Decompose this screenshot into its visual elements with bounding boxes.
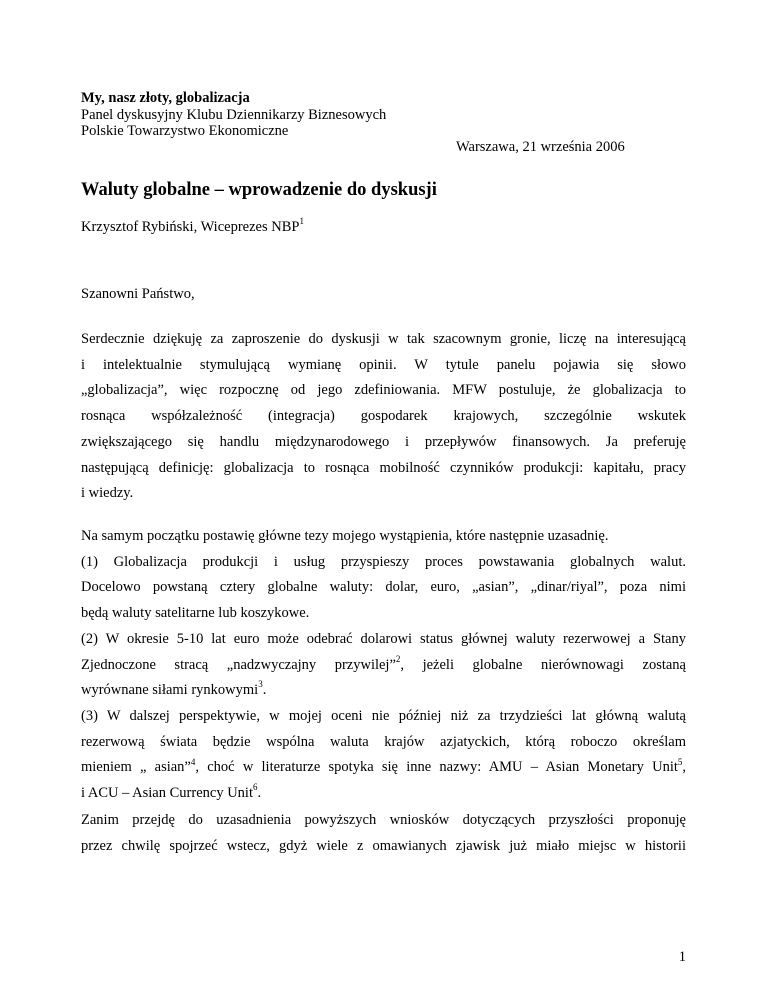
author-name: Krzysztof Rybiński, Wiceprezes NBP <box>81 219 300 235</box>
document-date: Warszawa, 21 września 2006 <box>456 139 625 155</box>
event-subtitle: Panel dyskusyjny Klubu Dziennikarzy Biznesowych <box>81 106 387 123</box>
text-fragment: . <box>257 785 262 802</box>
text-line: zwiększającego się handlu międzynarodowego i przepływów finansowych. Ja preferuję <box>81 433 686 450</box>
text-line: i wiedzy. <box>81 485 134 502</box>
text-line: Serdecznie dziękuję za zaproszenie do dyskusji w tak szacownym gronie, liczę na interesującą <box>81 331 686 347</box>
paragraph-1 <box>81 327 686 507</box>
footnote-ref-6: 6 <box>252 782 258 793</box>
page-number: 1 <box>678 949 686 965</box>
text-line: „globalizacja”, więc rozpocznę od jego zdefiniowania. MFW postuluje, że globalizacja to <box>81 382 686 399</box>
footnote-ref-4: 4 <box>190 756 196 767</box>
text-line: następującą definicję: globalizacja to rosnąca mobilność czynników produkcji: kapitału, pracy <box>81 459 686 476</box>
text-fragment: , <box>682 759 687 776</box>
text-line: (2) W okresie 5-10 lat euro może odebrać dolarowi status głównej waluty rezerwowej a Stany <box>81 630 686 647</box>
text-line: Docelowo powstaną cztery globalne waluty: dolar, euro, „asian”, „dinar/riyal”, poza nimi <box>81 579 686 596</box>
text-line: (1) Globalizacja produkcji i usług przyspieszy proces powstawania globalnych walut. <box>81 553 686 570</box>
document-header <box>81 90 386 140</box>
text-fragment: wyrównane siłami rynkowymi <box>81 682 259 699</box>
text-fragment: mieniem „ asian” <box>81 759 191 776</box>
page-title: Waluty globalne – wprowadzenie do dyskusji <box>81 180 437 200</box>
organizer-name: Polskie Towarzystwo Ekonomiczne <box>81 123 289 139</box>
text-line: (3) W dalszej perspektywie, w mojej oceni nie później niż za trzydzieści lat główną walutą <box>81 707 686 724</box>
text-line <box>81 678 686 704</box>
paragraph-2 <box>81 524 686 807</box>
text-line <box>81 781 686 807</box>
text-line: rezerwową świata będzie wspólna waluta krajów azjatyckich, którą roboczo określam <box>81 733 686 750</box>
text-fragment: . <box>262 682 267 699</box>
text-line <box>81 755 686 781</box>
footnote-ref-3: 3 <box>258 679 263 690</box>
text-line: Zanim przejdę do uzasadnienia powyższych wniosków dotyczących przyszłości proponuję <box>81 812 686 828</box>
footnote-ref-5: 5 <box>677 756 683 767</box>
footnote-ref-2: 2 <box>395 653 401 664</box>
text-line: będą waluty satelitarne lub koszykowe. <box>81 605 310 622</box>
footnote-ref-1: 1 <box>299 216 304 227</box>
text-fragment: Zjednoczone stracą „nadzwyczajny przywilej” <box>81 656 396 673</box>
text-fragment: , choć w literaturze spotyka się inne nazwy: AMU – Asian Monetary Unit <box>195 759 678 776</box>
text-line: przez chwilę spojrzeć wstecz, gdyż wiele z omawianych zjawisk już miało miejsc w historii <box>81 837 686 854</box>
paragraph-3 <box>81 808 686 859</box>
text-line: rosnąca współzależność (integracja) gospodarek krajowych, szczególnie wskutek <box>81 408 686 425</box>
text-line: i intelektualnie stymulującą wymianę opinii. W tytule panelu pojawia się słowo <box>81 356 686 373</box>
text-fragment: , jeżeli globalne nierównowagi zostaną <box>400 656 686 673</box>
text-line <box>81 653 686 679</box>
text-fragment: i ACU – Asian Currency Unit <box>81 785 253 802</box>
event-title: My, nasz złoty, globalizacja <box>81 90 250 106</box>
author-line <box>81 216 304 236</box>
greeting: Szanowni Państwo, <box>81 286 195 302</box>
text-line: Na samym początku postawię główne tezy mojego wystąpienia, które następnie uzasadnię. <box>81 528 609 544</box>
